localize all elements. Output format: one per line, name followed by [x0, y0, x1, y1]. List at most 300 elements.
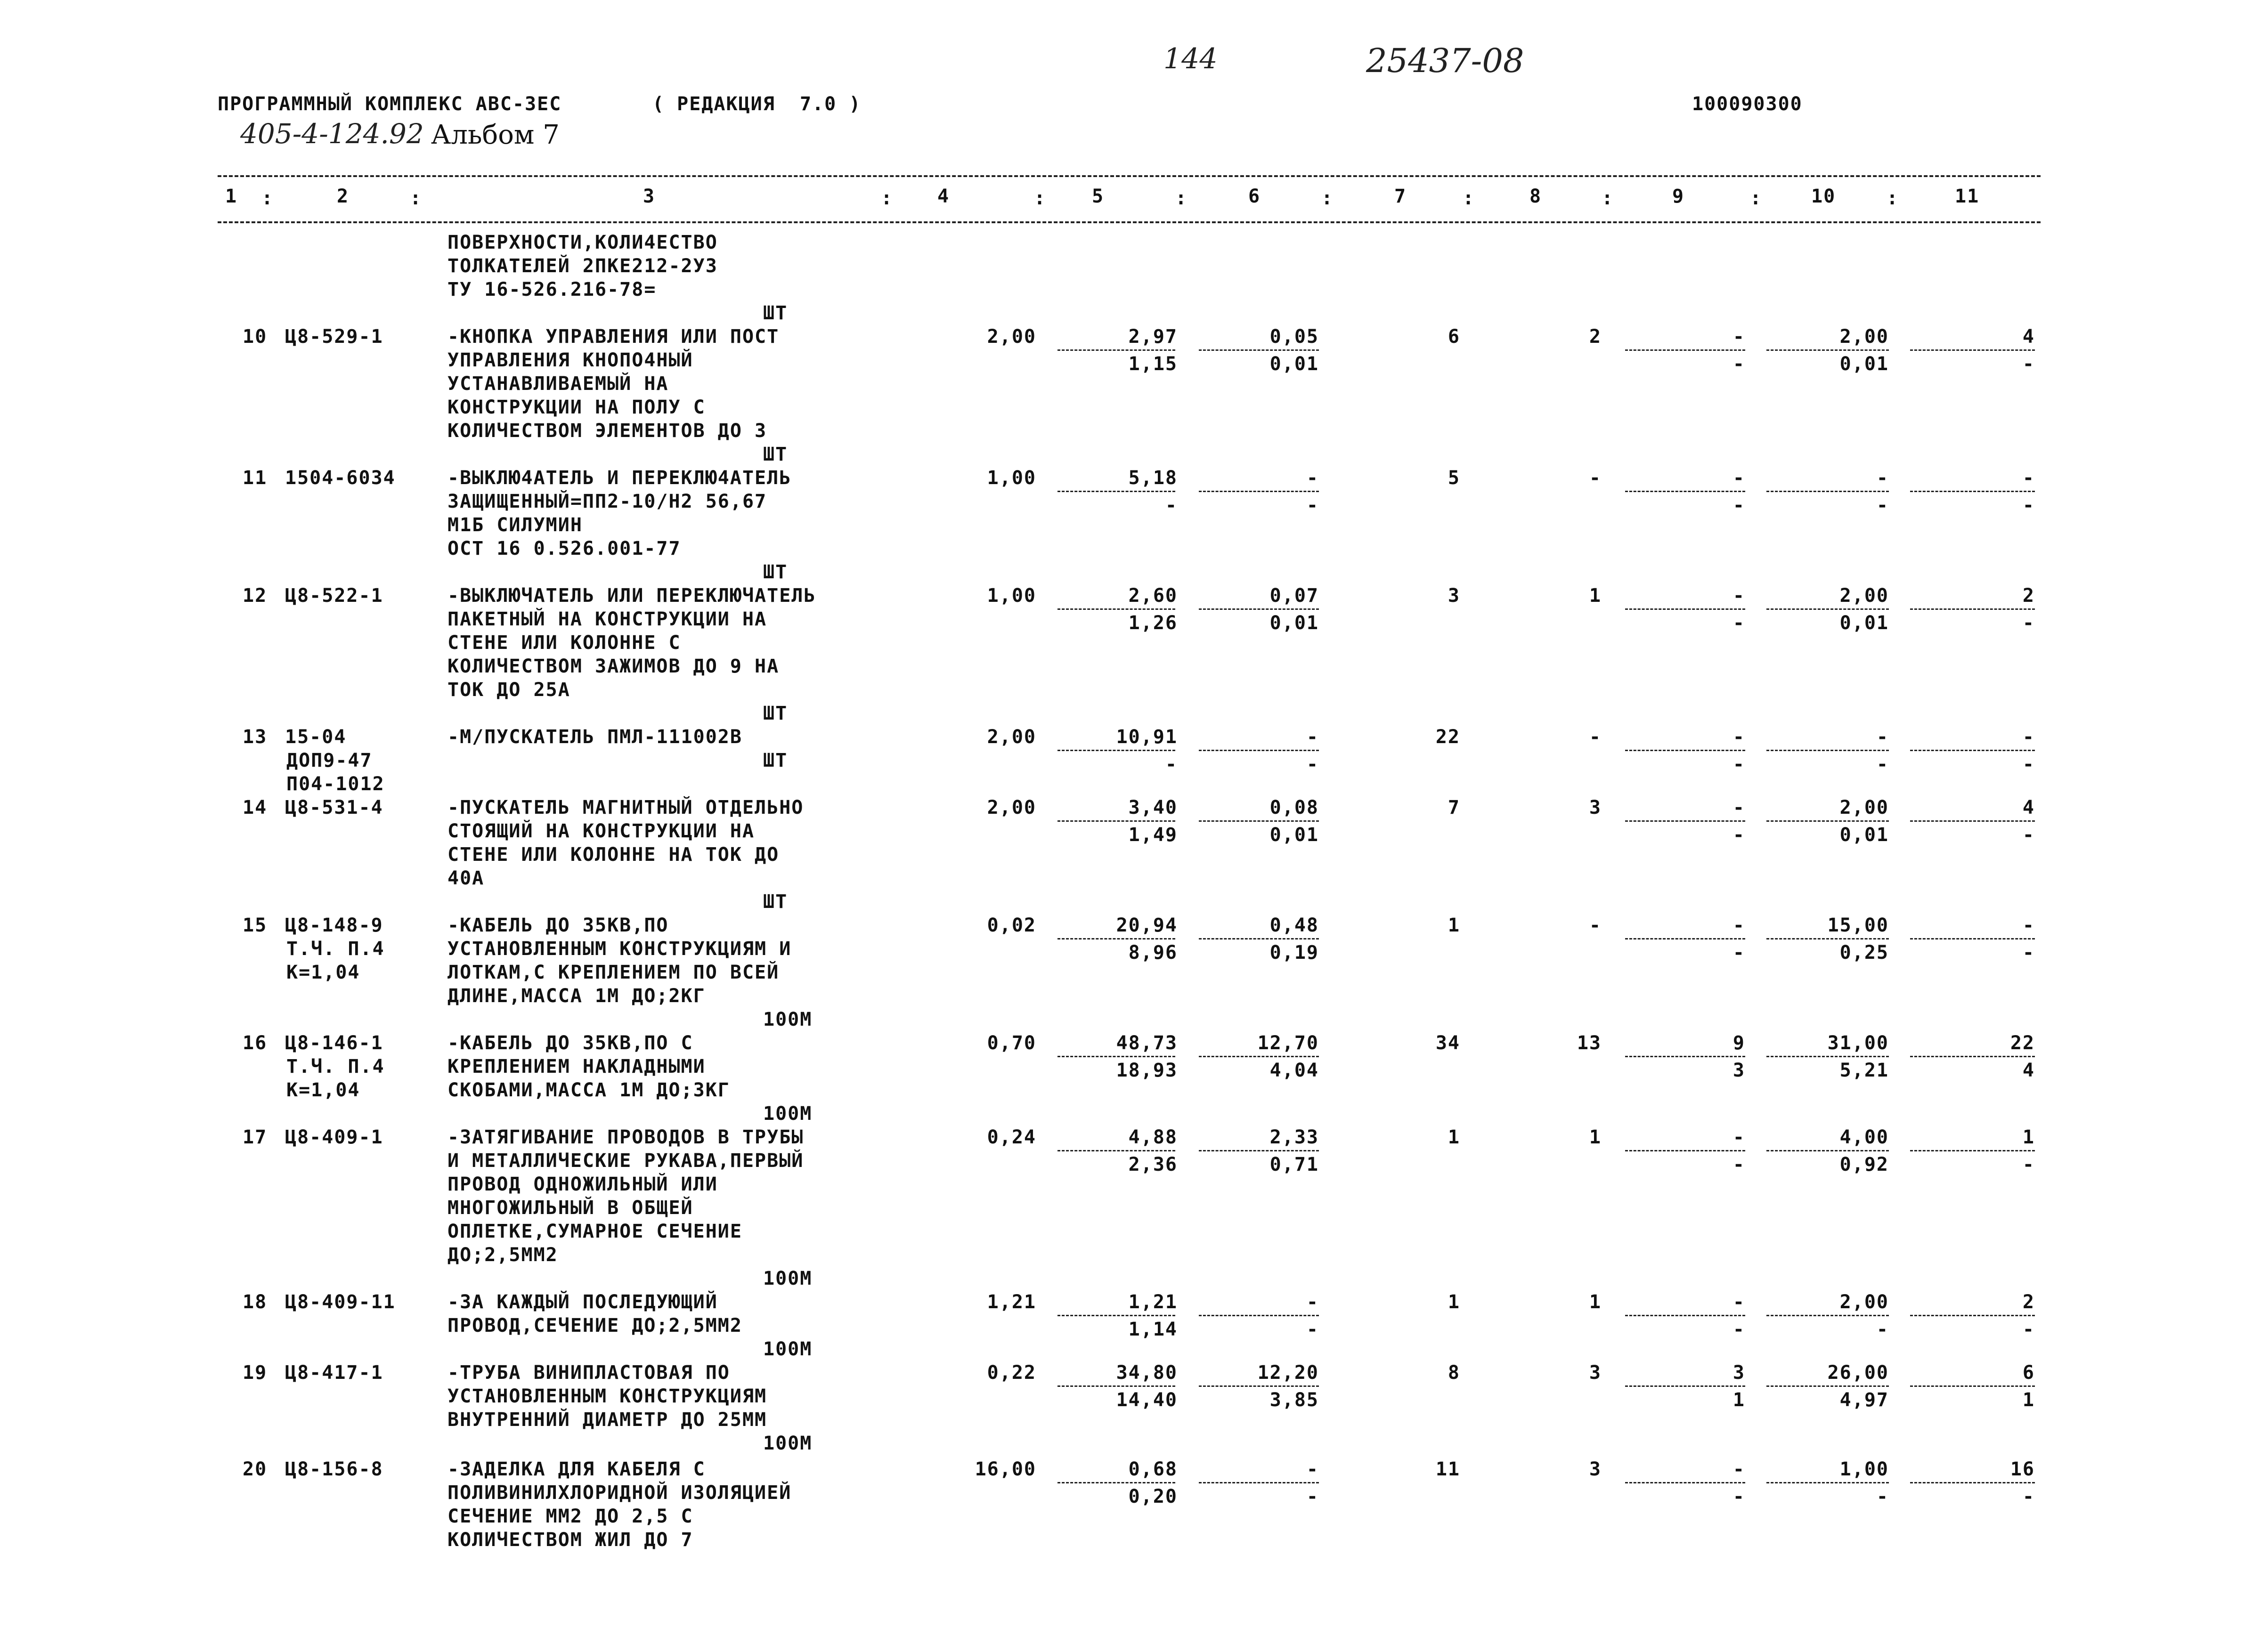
- rate-code: Т.Ч. П.4: [286, 938, 385, 960]
- wages-machines: -: [1306, 1319, 1319, 1340]
- cost-total: 4,88: [1128, 1126, 1178, 1148]
- unit-label: ШТ: [763, 703, 788, 724]
- value-col9: -: [1732, 726, 1745, 748]
- value-col8: 3: [1589, 1362, 1602, 1384]
- rate-code: Ц8-409-1: [285, 1126, 383, 1148]
- value-divider: [1625, 1385, 1745, 1387]
- value-col8: 1: [1589, 1291, 1602, 1313]
- rate-code: Ц8-409-11: [285, 1291, 396, 1313]
- value-col10-lower: -: [1876, 753, 1889, 775]
- rate-code: Ц8-417-1: [285, 1362, 383, 1384]
- value-col8: 2: [1589, 326, 1602, 348]
- value-col9: 3: [1732, 1362, 1745, 1384]
- value-divider: [1625, 750, 1745, 751]
- unit-label: 100М: [763, 1268, 813, 1289]
- value-col10: 15,00: [1827, 915, 1889, 936]
- value-col11-lower: -: [2022, 753, 2035, 775]
- cost-machines: 0,48: [1269, 915, 1319, 936]
- value-divider: [1057, 820, 1175, 822]
- header-bottom-rule: [218, 221, 2041, 223]
- description-line: -ПУСКАТЕЛЬ МАГНИТНЫЙ ОТДЕЛЬНО: [447, 797, 804, 818]
- value-col9: -: [1732, 1126, 1745, 1148]
- value-divider: [1199, 938, 1319, 939]
- value-col9-lower: -: [1732, 942, 1745, 964]
- description-line: ДО;2,5ММ2: [447, 1244, 558, 1266]
- description-line: ОСТ 16 0.526.001-77: [447, 538, 681, 559]
- cost-total: 20,94: [1116, 915, 1178, 936]
- page-number: 144: [1163, 42, 1218, 75]
- value-col11: -: [2022, 467, 2035, 489]
- description-line: ЗАЩИЩЕННЫЙ=ПП2-10/Н2 56,67: [447, 491, 767, 512]
- value-col10: 31,00: [1827, 1032, 1889, 1054]
- value-col11-lower: -: [2022, 494, 2035, 516]
- wages-machines: -: [1306, 1486, 1319, 1507]
- rate-code: К=1,04: [286, 1079, 360, 1101]
- description-line: ТОК ДО 25А: [447, 679, 570, 701]
- document-code: 100090300: [1692, 93, 1803, 115]
- description-line: КОЛИЧЕСТВОМ ЖИЛ ДО 7: [447, 1529, 693, 1551]
- cost-machines: 12,20: [1257, 1362, 1319, 1384]
- value-col10-lower: -: [1876, 494, 1889, 516]
- description-line: 40А: [447, 867, 485, 889]
- value-divider: [1766, 1056, 1889, 1057]
- column-header-3: 3: [643, 186, 656, 207]
- wages-machines: 0,01: [1269, 612, 1319, 634]
- cost-machines: 2,33: [1269, 1126, 1319, 1148]
- value-col11: 16: [2010, 1458, 2035, 1480]
- column-separator: :: [410, 187, 423, 209]
- value-divider: [1766, 608, 1889, 610]
- value-divider: [1910, 349, 2035, 351]
- value-divider: [1057, 1385, 1175, 1387]
- value-divider: [1910, 491, 2035, 492]
- value-divider: [1625, 1056, 1745, 1057]
- column-separator: :: [1750, 187, 1763, 209]
- column-header-10: 10: [1811, 186, 1836, 207]
- wages-total: 18,93: [1116, 1060, 1178, 1081]
- labor-value: 1: [1448, 1291, 1460, 1313]
- value-divider: [1199, 750, 1319, 751]
- value-divider: [1199, 1385, 1319, 1387]
- column-header-2: 2: [337, 186, 350, 207]
- program-title: ПРОГРАММНЫЙ КОМПЛЕКС АВС-ЗЕС: [218, 93, 562, 115]
- description-line: ТОЛКАТЕЛЕЙ 2ПКЕ212-2У3: [447, 255, 718, 277]
- value-col8: -: [1589, 915, 1602, 936]
- description-line: ПРОВОД ОДНОЖИЛЬНЫЙ ИЛИ: [447, 1174, 718, 1195]
- column-separator: :: [1034, 187, 1047, 209]
- quantity: 1,00: [987, 467, 1036, 489]
- column-header-11: 11: [1955, 186, 1980, 207]
- wages-machines: 0,01: [1269, 353, 1319, 375]
- unit-label: 100М: [763, 1103, 813, 1125]
- labor-value: 34: [1435, 1032, 1460, 1054]
- value-col10-lower: 0,01: [1839, 612, 1889, 634]
- description-line: УПРАВЛЕНИЯ КНОПО4НЫЙ: [447, 349, 693, 371]
- wages-total: -: [1165, 753, 1178, 775]
- value-col8: 1: [1589, 585, 1602, 607]
- cost-machines: -: [1306, 726, 1319, 748]
- wages-machines: -: [1306, 494, 1319, 516]
- description-line: -ТРУБА ВИНИПЛАСТОВАЯ ПО: [447, 1362, 730, 1384]
- rate-code: ДОП9-47: [286, 750, 373, 771]
- document-number: 25437-08: [1366, 41, 1524, 80]
- description-line: КОНСТРУКЦИИ НА ПОЛУ С: [447, 397, 706, 418]
- rate-code: 15-04: [285, 726, 347, 748]
- cost-machines: -: [1306, 1458, 1319, 1480]
- value-col11: -: [2022, 915, 2035, 936]
- description-line: УСТАНАВЛИВАЕМЫЙ НА: [447, 373, 669, 395]
- album-code: 405-4-124.92: [240, 118, 424, 150]
- description-line: ПОЛИВИНИЛХЛОРИДНОЙ ИЗОЛЯЦИЕЙ: [447, 1482, 792, 1504]
- rate-code: Ц8-148-9: [285, 915, 383, 936]
- value-divider: [1766, 820, 1889, 822]
- description-line: -ВЫКЛЮ4АТЕЛЬ И ПЕРЕКЛЮ4АТЕЛЬ: [447, 467, 792, 489]
- value-col11-lower: -: [2022, 1319, 2035, 1340]
- value-divider: [1625, 349, 1745, 351]
- labor-value: 8: [1448, 1362, 1460, 1384]
- description-line: СТЕНЕ ИЛИ КОЛОННЕ НА ТОК ДО: [447, 844, 780, 866]
- value-col9: -: [1732, 915, 1745, 936]
- column-separator: :: [1463, 187, 1475, 209]
- cost-total: 10,91: [1116, 726, 1178, 748]
- wages-machines: 0,01: [1269, 824, 1319, 846]
- value-col10-lower: -: [1876, 1486, 1889, 1507]
- value-col11: 22: [2010, 1032, 2035, 1054]
- value-divider: [1057, 608, 1175, 610]
- album-label: Альбом 7: [431, 120, 560, 150]
- description-line: ОПЛЕТКЕ,СУМАРНОЕ СЕЧЕНИЕ: [447, 1221, 742, 1242]
- description-line: ПОВЕРХНОСТИ,КОЛИ4ЕСТВО: [447, 232, 718, 253]
- description-line: ЛОТКАМ,С КРЕПЛЕНИЕМ ПО ВСЕЙ: [447, 962, 780, 983]
- wages-total: 8,96: [1128, 942, 1178, 964]
- rate-code: К=1,04: [286, 962, 360, 983]
- value-col9-lower: 1: [1732, 1389, 1745, 1411]
- row-number: 14: [243, 797, 268, 818]
- value-col9-lower: -: [1732, 612, 1745, 634]
- value-col9-lower: -: [1732, 1486, 1745, 1507]
- value-col9-lower: -: [1732, 753, 1745, 775]
- column-separator: :: [881, 187, 894, 209]
- description-line: УСТАНОВЛЕННЫМ КОНСТРУКЦИЯМ: [447, 1385, 767, 1407]
- row-number: 20: [243, 1458, 268, 1480]
- description-line: И МЕТАЛЛИЧЕСКИЕ РУКАВА,ПЕРВЫЙ: [447, 1150, 804, 1172]
- description-line: СЕЧЕНИЕ ММ2 ДО 2,5 С: [447, 1506, 693, 1527]
- quantity: 2,00: [987, 797, 1036, 818]
- column-header-5: 5: [1092, 186, 1105, 207]
- unit-label: ШТ: [763, 302, 788, 324]
- description-line: -ВЫКЛЮЧАТЕЛЬ ИЛИ ПЕРЕКЛЮЧАТЕЛЬ: [447, 585, 816, 607]
- cost-total: 34,80: [1116, 1362, 1178, 1384]
- row-number: 12: [243, 585, 268, 607]
- value-divider: [1766, 938, 1889, 939]
- wages-total: 0,20: [1128, 1486, 1178, 1507]
- column-header-6: 6: [1248, 186, 1261, 207]
- wages-total: 1,15: [1128, 353, 1178, 375]
- value-col10: 26,00: [1827, 1362, 1889, 1384]
- cost-total: 5,18: [1128, 467, 1178, 489]
- description-line: -КАБЕЛЬ ДО 35КВ,ПО: [447, 915, 669, 936]
- value-col11-lower: -: [2022, 1486, 2035, 1507]
- rate-code: Ц8-522-1: [285, 585, 383, 607]
- rate-code: П04-1012: [286, 773, 385, 795]
- value-col11: 2: [2022, 585, 2035, 607]
- value-col10-lower: -: [1876, 1319, 1889, 1340]
- value-col9: -: [1732, 1458, 1745, 1480]
- value-col9-lower: -: [1732, 353, 1745, 375]
- value-col9: -: [1732, 1291, 1745, 1313]
- value-col9-lower: -: [1732, 1154, 1745, 1175]
- value-divider: [1057, 1315, 1175, 1316]
- cost-total: 1,21: [1128, 1291, 1178, 1313]
- value-divider: [1910, 1315, 2035, 1316]
- value-col9: 9: [1732, 1032, 1745, 1054]
- value-divider: [1625, 608, 1745, 610]
- description-line: МНОГОЖИЛЬНЫЙ В ОБЩЕЙ: [447, 1197, 693, 1219]
- description-line: ТУ 16-526.216-78=: [447, 279, 657, 300]
- value-col11-lower: -: [2022, 824, 2035, 846]
- value-divider: [1766, 1482, 1889, 1483]
- description-line: М1Б СИЛУМИН: [447, 514, 583, 536]
- description-line: КРЕПЛЕНИЕМ НАКЛАДНЫМИ: [447, 1056, 706, 1077]
- value-col10-lower: 5,21: [1839, 1060, 1889, 1081]
- value-col10: 2,00: [1839, 585, 1889, 607]
- description-line: -КАБЕЛЬ ДО 35КВ,ПО С: [447, 1032, 693, 1054]
- value-col11-lower: -: [2022, 612, 2035, 634]
- unit-label: ШТ: [763, 750, 788, 771]
- quantity: 0,22: [987, 1362, 1036, 1384]
- cost-total: 2,97: [1128, 326, 1178, 348]
- cost-machines: 0,05: [1269, 326, 1319, 348]
- value-divider: [1910, 938, 2035, 939]
- value-divider: [1057, 491, 1175, 492]
- wages-total: 1,14: [1128, 1319, 1178, 1340]
- value-col11-lower: 1: [2022, 1389, 2035, 1411]
- labor-value: 3: [1448, 585, 1460, 607]
- row-number: 18: [243, 1291, 268, 1313]
- value-divider: [1766, 1150, 1889, 1151]
- value-col8: 1: [1589, 1126, 1602, 1148]
- description-line: -ЗАДЕЛКА ДЛЯ КАБЕЛЯ С: [447, 1458, 706, 1480]
- value-divider: [1910, 1150, 2035, 1151]
- description-line: СТОЯЩИЙ НА КОНСТРУКЦИИ НА: [447, 820, 755, 842]
- value-divider: [1910, 1482, 2035, 1483]
- description-line: СКОБАМИ,МАССА 1М ДО;3КГ: [447, 1079, 730, 1101]
- labor-value: 7: [1448, 797, 1460, 818]
- value-divider: [1625, 1482, 1745, 1483]
- wages-total: -: [1165, 494, 1178, 516]
- value-col9-lower: -: [1732, 494, 1745, 516]
- rate-code: Т.Ч. П.4: [286, 1056, 385, 1077]
- value-divider: [1199, 349, 1319, 351]
- wages-machines: 3,85: [1269, 1389, 1319, 1411]
- value-col9: -: [1732, 797, 1745, 818]
- value-col8: -: [1589, 726, 1602, 748]
- row-number: 17: [243, 1126, 268, 1148]
- value-col9-lower: 3: [1732, 1060, 1745, 1081]
- row-number: 10: [243, 326, 268, 348]
- value-divider: [1057, 1150, 1175, 1151]
- row-number: 11: [243, 467, 268, 489]
- cost-machines: -: [1306, 467, 1319, 489]
- value-col10-lower: 0,92: [1839, 1154, 1889, 1175]
- quantity: 0,24: [987, 1126, 1036, 1148]
- description-line: -КНОПКА УПРАВЛЕНИЯ ИЛИ ПОСТ: [447, 326, 780, 348]
- quantity: 0,70: [987, 1032, 1036, 1054]
- value-col11: 1: [2022, 1126, 2035, 1148]
- cost-machines: 0,07: [1269, 585, 1319, 607]
- rate-code: Ц8-146-1: [285, 1032, 383, 1054]
- unit-label: 100М: [763, 1009, 813, 1030]
- wages-total: 1,26: [1128, 612, 1178, 634]
- row-number: 19: [243, 1362, 268, 1384]
- value-divider: [1057, 938, 1175, 939]
- wages-machines: 4,04: [1269, 1060, 1319, 1081]
- description-line: -М/ПУСКАТЕЛЬ ПМЛ-111002В: [447, 726, 742, 748]
- quantity: 1,00: [987, 585, 1036, 607]
- value-divider: [1766, 491, 1889, 492]
- column-separator: :: [1602, 187, 1614, 209]
- unit-label: ШТ: [763, 444, 788, 465]
- value-divider: [1199, 1056, 1319, 1057]
- value-divider: [1057, 349, 1175, 351]
- value-divider: [1057, 1482, 1175, 1483]
- column-separator: :: [1175, 187, 1188, 209]
- quantity: 16,00: [975, 1458, 1036, 1480]
- value-col9: -: [1732, 326, 1745, 348]
- description-line: ВНУТРЕННИЙ ДИАМЕТР ДО 25ММ: [447, 1409, 767, 1431]
- value-col10-lower: 4,97: [1839, 1389, 1889, 1411]
- value-divider: [1057, 1056, 1175, 1057]
- value-col10: 2,00: [1839, 797, 1889, 818]
- quantity: 1,21: [987, 1291, 1036, 1313]
- row-number: 15: [243, 915, 268, 936]
- column-header-1: 1: [225, 186, 238, 207]
- column-separator: :: [1887, 187, 1899, 209]
- value-divider: [1199, 491, 1319, 492]
- quantity: 2,00: [987, 326, 1036, 348]
- value-divider: [1766, 1385, 1889, 1387]
- labor-value: 22: [1435, 726, 1460, 748]
- value-col11: 4: [2022, 797, 2035, 818]
- value-divider: [1625, 938, 1745, 939]
- unit-label: ШТ: [763, 561, 788, 583]
- value-divider: [1766, 1315, 1889, 1316]
- quantity: 2,00: [987, 726, 1036, 748]
- value-col10: 2,00: [1839, 1291, 1889, 1313]
- value-divider: [1910, 750, 2035, 751]
- labor-value: 1: [1448, 915, 1460, 936]
- value-divider: [1910, 608, 2035, 610]
- value-col10: 2,00: [1839, 326, 1889, 348]
- cost-total: 48,73: [1116, 1032, 1178, 1054]
- wages-machines: 0,71: [1269, 1154, 1319, 1175]
- unit-label: 100М: [763, 1433, 813, 1454]
- value-divider: [1910, 1385, 2035, 1387]
- description-line: УСТАНОВЛЕННЫМ КОНСТРУКЦИЯМ И: [447, 938, 792, 960]
- labor-value: 11: [1435, 1458, 1460, 1480]
- rate-code: Ц8-156-8: [285, 1458, 383, 1480]
- value-col10: -: [1876, 726, 1889, 748]
- value-col9-lower: -: [1732, 1319, 1745, 1340]
- value-divider: [1766, 349, 1889, 351]
- value-col9: -: [1732, 585, 1745, 607]
- description-line: ПРОВОД,СЕЧЕНИЕ ДО;2,5ММ2: [447, 1315, 742, 1336]
- description-line: СТЕНЕ ИЛИ КОЛОННЕ С: [447, 632, 681, 654]
- value-col8: 3: [1589, 797, 1602, 818]
- labor-value: 1: [1448, 1126, 1460, 1148]
- unit-label: 100М: [763, 1338, 813, 1360]
- labor-value: 6: [1448, 326, 1460, 348]
- cost-total: 0,68: [1128, 1458, 1178, 1480]
- value-divider: [1199, 820, 1319, 822]
- value-col11: -: [2022, 726, 2035, 748]
- value-col8: 3: [1589, 1458, 1602, 1480]
- value-col10: -: [1876, 467, 1889, 489]
- value-col10-lower: 0,01: [1839, 353, 1889, 375]
- column-separator: :: [1321, 187, 1334, 209]
- wages-machines: 0,19: [1269, 942, 1319, 964]
- value-col11-lower: 4: [2022, 1060, 2035, 1081]
- value-col10-lower: 0,25: [1839, 942, 1889, 964]
- value-divider: [1625, 1315, 1745, 1316]
- description-line: ПАКЕТНЫЙ НА КОНСТРУКЦИИ НА: [447, 608, 767, 630]
- rate-code: Ц8-531-4: [285, 797, 383, 818]
- cost-machines: 12,70: [1257, 1032, 1319, 1054]
- value-divider: [1910, 820, 2035, 822]
- quantity: 0,02: [987, 915, 1036, 936]
- edition-label: ( РЕДАКЦИЯ 7.0 ): [652, 93, 862, 115]
- value-col9: -: [1732, 467, 1745, 489]
- rate-code: Ц8-529-1: [285, 326, 383, 348]
- column-header-9: 9: [1672, 186, 1685, 207]
- wages-total: 1,49: [1128, 824, 1178, 846]
- cost-machines: -: [1306, 1291, 1319, 1313]
- value-col11-lower: -: [2022, 942, 2035, 964]
- column-header-4: 4: [937, 186, 950, 207]
- description-line: КОЛИЧЕСТВОМ ЗАЖИМОВ ДО 9 НА: [447, 656, 780, 677]
- value-divider: [1625, 820, 1745, 822]
- description-line: -ЗАТЯГИВАНИЕ ПРОВОДОВ В ТРУБЫ: [447, 1126, 804, 1148]
- value-divider: [1057, 750, 1175, 751]
- cost-machines: 0,08: [1269, 797, 1319, 818]
- value-col10: 1,00: [1839, 1458, 1889, 1480]
- labor-value: 5: [1448, 467, 1460, 489]
- value-col10-lower: 0,01: [1839, 824, 1889, 846]
- value-col10: 4,00: [1839, 1126, 1889, 1148]
- value-divider: [1625, 491, 1745, 492]
- header-top-rule: [218, 175, 2041, 177]
- value-divider: [1199, 608, 1319, 610]
- cost-total: 2,60: [1128, 585, 1178, 607]
- value-divider: [1199, 1482, 1319, 1483]
- wages-total: 2,36: [1128, 1154, 1178, 1175]
- value-divider: [1910, 1056, 2035, 1057]
- value-divider: [1766, 750, 1889, 751]
- value-divider: [1625, 1150, 1745, 1151]
- value-col11-lower: -: [2022, 353, 2035, 375]
- column-header-8: 8: [1529, 186, 1542, 207]
- value-col8: -: [1589, 467, 1602, 489]
- description-line: ДЛИНЕ,МАССА 1М ДО;2КГ: [447, 985, 706, 1007]
- column-separator: :: [261, 187, 274, 209]
- wages-total: 14,40: [1116, 1389, 1178, 1411]
- description-line: -ЗА КАЖДЫЙ ПОСЛЕДУЮЩИЙ: [447, 1291, 718, 1313]
- value-col11: 6: [2022, 1362, 2035, 1384]
- value-col9-lower: -: [1732, 824, 1745, 846]
- value-col11: 4: [2022, 326, 2035, 348]
- wages-machines: -: [1306, 753, 1319, 775]
- row-number: 13: [243, 726, 268, 748]
